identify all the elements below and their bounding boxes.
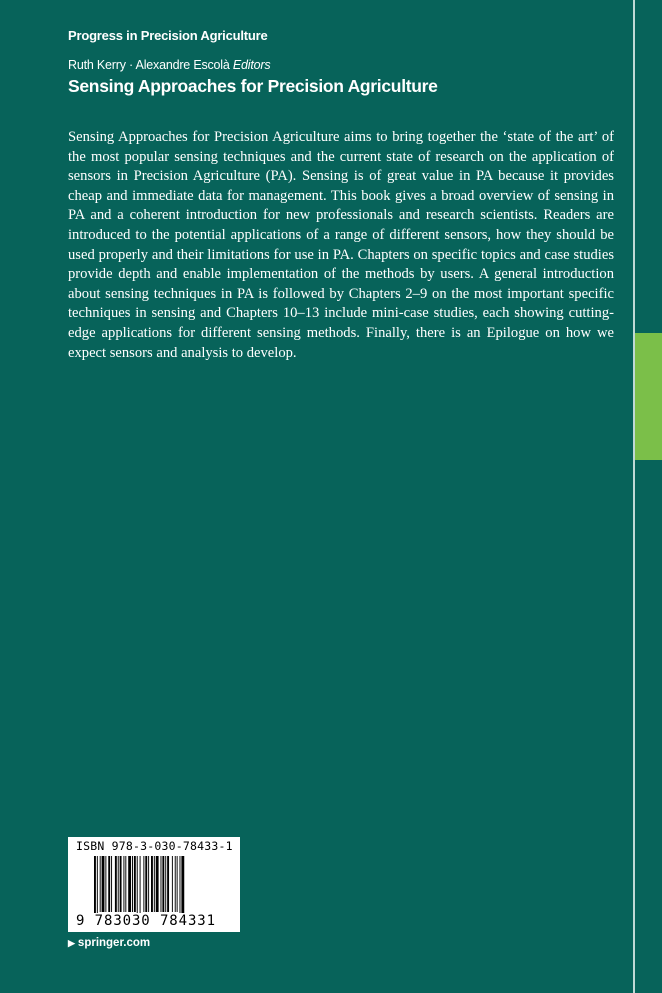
isbn-barcode-box xyxy=(68,837,240,932)
barcode-bar xyxy=(145,856,147,912)
back-cover-blurb: Sensing Approaches for Precision Agriculture aims to bring together the ‘state of the art’ of the most popular sensing techniques and the current state of research on the application of sensors in Precision Agriculture (PA). Sensing is of great value in PA because it provides cheap and immediate data for management. This book gives a broad overview of sensing in PA and a coherent introduction for new professionals and research scientists. Readers are introduced to the potential applications of a range of different sensors, how they should be used properly and their limitations for use in PA. Chapters on specific topics and case studies provide depth and enable implementation of the methods by users. A general introduction about sensing techniques in PA is followed by Chapters 2–9 on the most important specific techniques in sensing and Chapters 10–13 include mini-case studies, each showing cutting-edge applications for different sensing methods. Finally, there is an Epilogue on how we expect sensors and analysis to develop. xyxy=(68,129,614,361)
barcode-bar xyxy=(156,856,159,912)
barcode-bar xyxy=(177,856,178,912)
barcode-bar xyxy=(102,856,105,912)
barcode-bar xyxy=(180,856,181,918)
spine-edge-line xyxy=(633,0,635,993)
barcode-bar xyxy=(111,856,112,912)
barcode-bar xyxy=(123,856,124,912)
barcode-bar xyxy=(94,856,96,918)
barcode-bar xyxy=(151,856,153,912)
editors-role: Editors xyxy=(232,58,271,72)
isbn-label: ISBN 978-3-030-78433-1 xyxy=(76,839,233,853)
barcode-bar xyxy=(181,856,184,918)
barcode-bar xyxy=(167,856,169,912)
editors-line xyxy=(68,58,270,72)
spine-color-tab xyxy=(635,333,662,460)
barcode-bar xyxy=(148,856,149,912)
barcode-bar xyxy=(175,856,176,912)
barcode-bar xyxy=(132,856,133,912)
barcode-bar xyxy=(118,856,119,912)
publisher-website[interactable] xyxy=(68,937,150,949)
barcode-bar xyxy=(134,856,136,912)
book-title: Sensing Approaches for Precision Agriculture xyxy=(68,76,438,96)
barcode-bar xyxy=(120,856,122,912)
barcode-bar xyxy=(100,856,101,912)
barcode-bar xyxy=(140,856,141,918)
barcode-bar xyxy=(105,856,106,912)
barcode-bar xyxy=(108,856,110,912)
barcode-bar xyxy=(143,856,144,912)
barcode-digits xyxy=(76,913,216,929)
barcode-bar xyxy=(154,856,155,912)
editor-names: Ruth Kerry · Alexandre Escolà xyxy=(68,58,230,72)
barcode-bar xyxy=(161,856,162,912)
barcode-bar xyxy=(137,856,138,918)
series-title: Progress in Precision Agriculture xyxy=(68,28,268,43)
barcode-bar xyxy=(97,856,98,918)
triangle-right-icon: ▶ xyxy=(68,937,75,948)
barcode-bar xyxy=(162,856,164,912)
barcode xyxy=(94,856,216,918)
barcode-digits-text: 9 783030 784331 xyxy=(76,913,216,929)
barcode-bar xyxy=(128,856,131,912)
barcode-bar xyxy=(172,856,173,912)
barcode-bar xyxy=(165,856,166,912)
barcode-bar xyxy=(115,856,117,912)
barcode-bar xyxy=(125,856,126,912)
website-label: springer.com xyxy=(77,937,151,949)
